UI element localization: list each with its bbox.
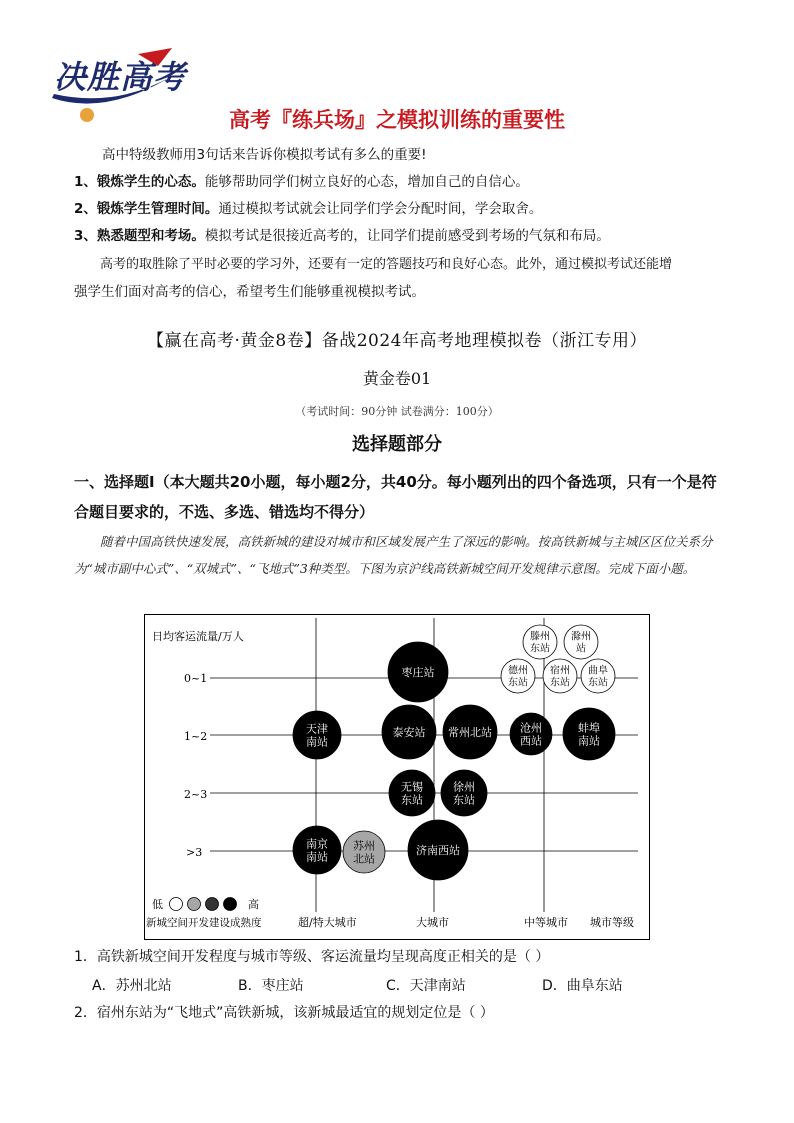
station-label: 济南西站 <box>416 843 460 857</box>
legend-swatch <box>206 898 219 911</box>
station-label: 宿州东站 <box>550 665 570 689</box>
intro-p2-line1: 高考的取胜除了平时必要的学习外，还要有一定的答题技巧和良好心态。此外，通过模拟考试还能增 <box>100 257 673 272</box>
option-b[interactable]: B．枣庄站 <box>238 978 304 994</box>
legend-swatch <box>170 898 183 911</box>
intro-item-text: 通过模拟考试就会让同学们学会分配时间，学会取舍。 <box>218 201 543 217</box>
station-label: 常州北站 <box>448 725 492 739</box>
chart-xlabel: 城市等级 <box>590 916 634 929</box>
legend-caption: 新城空间开发建设成熟度 <box>146 917 262 929</box>
station-label: 无锡东站 <box>401 780 423 807</box>
paper-name: 黄金卷01 <box>362 369 432 388</box>
intro-item-num: 3、 <box>74 228 97 244</box>
intro-item-1 <box>74 173 722 191</box>
station-label: 苏州北站 <box>353 839 375 866</box>
y-tick-label: 0~1 <box>184 672 208 685</box>
station-label: 枣庄站 <box>401 665 435 679</box>
section-title: 选择题部分 <box>352 434 442 455</box>
intro-p1: 高中特级教师用3句话来告诉你模拟考试有多么的重要! <box>102 147 427 163</box>
x-tick-label: 中等城市 <box>524 916 568 929</box>
legend-swatch <box>188 898 201 911</box>
option-d[interactable]: D．曲阜东站 <box>542 978 623 994</box>
intro-item-3 <box>74 227 722 245</box>
intro-item-bold: 锻炼学生管理时间。 <box>96 201 219 217</box>
logo-text: 决胜高考 <box>54 58 187 96</box>
intro-item-text: 能够帮助同学们树立良好的心态，增加自己的自信心。 <box>204 174 529 190</box>
question-1-options <box>92 975 732 995</box>
intro-item-text: 模拟考试是很接近高考的，让同学们提前感受到考场的气氛和布局。 <box>204 228 610 244</box>
y-tick-label: 1~2 <box>184 730 208 743</box>
legend-swatch <box>224 898 237 911</box>
station-label: 徐州东站 <box>453 780 475 807</box>
y-tick-label: 2~3 <box>184 788 208 801</box>
main-title: 高考『练兵场』之模拟训练的重要性 <box>229 108 565 132</box>
exam-info: （考试时间：90分钟 试卷满分：100分） <box>295 405 499 418</box>
station-label: 蚌埠南站 <box>578 721 600 748</box>
station-label: 滁州站 <box>571 631 591 655</box>
question-2: 2．宿州东站为“飞地式”高铁新城，该新城最适宜的规划定位是（ ） <box>74 1005 494 1021</box>
legend-low-label: 低 <box>152 898 163 911</box>
option-a[interactable]: A．苏州北站 <box>92 978 172 994</box>
chart-ylabel: 日均客运流量/万人 <box>152 630 244 643</box>
station-label: 德州东站 <box>508 665 528 689</box>
y-tick-label: >3 <box>186 846 203 859</box>
option-c[interactable]: C．天津南站 <box>386 978 466 994</box>
intro-item-num: 1、 <box>74 174 97 190</box>
instructions: 一、选择题Ⅰ（本大题共20小题，每小题2分，共40分。每小题列出的四个备选项，只有一个是符合题目要求的，不选、多选、错选均不得分） <box>74 473 717 521</box>
intro-item-num: 2、 <box>74 201 97 217</box>
legend-high-label: 高 <box>248 898 259 911</box>
hsr-chart-svg <box>144 614 650 940</box>
station-label: 天津南站 <box>306 722 328 749</box>
station-label: 滕州东站 <box>530 631 550 655</box>
x-tick-label: 大城市 <box>416 916 449 929</box>
hsr-chart <box>144 614 650 940</box>
station-label: 沧州西站 <box>520 721 542 748</box>
passage: 随着中国高铁快速发展，高铁新城的建设对城市和区域发展产生了深远的影响。按高铁新城与主城区区位关系分为“城市副中心式”、“双城式”、“飞地式”3种类型。下图为京沪线高铁新城空间开发规律示意图。完成下面小题。 <box>74 534 713 576</box>
intro-item-bold: 熟悉题型和考场。 <box>96 228 205 244</box>
intro-item-2 <box>74 200 722 218</box>
intro-p2-line2: 强学生们面对高考的信心，希望考生们能够重视模拟考试。 <box>74 284 425 300</box>
station-label: 曲阜东站 <box>588 665 608 689</box>
x-tick-label: 超/特大城市 <box>298 916 357 929</box>
station-label: 泰安站 <box>392 725 426 739</box>
station-label: 南京南站 <box>306 837 328 864</box>
exam-title: 【赢在高考·黄金8卷】备战2024年高考地理模拟卷（浙江专用） <box>147 331 647 351</box>
question-1: 1．高铁新城空间开发程度与城市等级、客运流量均呈现高度正相关的是（ ） <box>74 949 550 965</box>
intro-item-bold: 锻炼学生的心态。 <box>96 174 205 190</box>
